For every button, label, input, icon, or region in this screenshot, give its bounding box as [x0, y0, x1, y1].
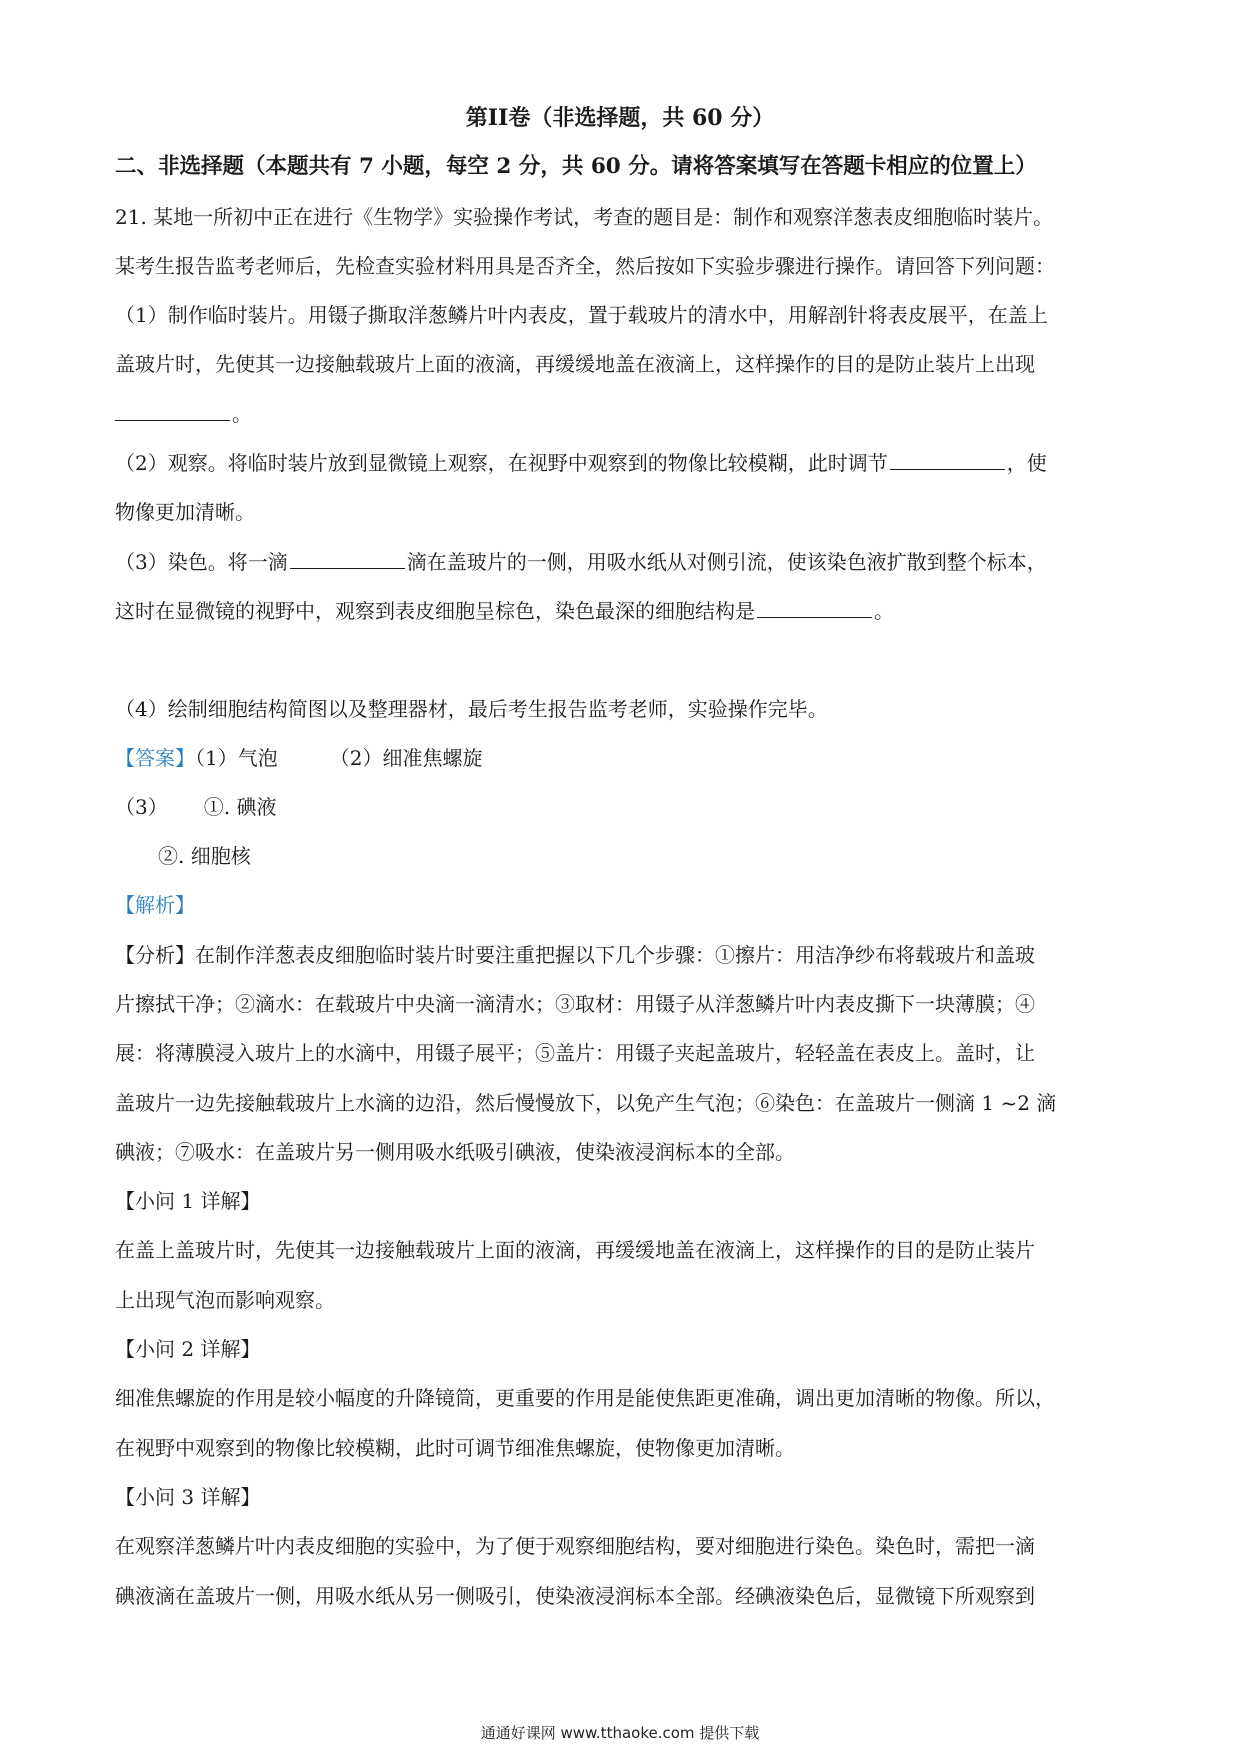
analysis-line: 【分析】在制作洋葱表皮细胞临时装片时要注重把握以下几个步骤：①擦片：用洁净纱布将载玻片和盖玻	[115, 943, 1035, 967]
subquestion-heading: 【小问 2 详解】	[115, 1337, 261, 1361]
subquestion-heading: 【小问 1 详解】	[115, 1189, 261, 1213]
analysis-line: 盖玻片一边先接触载玻片上水滴的边沿，然后慢慢放下，以免产生气泡；⑥染色：在盖玻片一侧滴 1 ~2 滴	[115, 1091, 1057, 1115]
question-line: 某考生报告监考老师后，先检查实验材料用具是否齐全，然后按如下实验步骤进行操作。请回答下列问题：	[115, 254, 1055, 278]
answer-blank	[290, 548, 405, 569]
section-header: 二、非选择题（本题共有 7 小题，每空 2 分，共 60 分。请将答案填写在答题卡相应的位置上）	[115, 154, 1037, 179]
page-footer: 通通好课网 www.tthaoke.com 提供下载	[480, 1724, 760, 1742]
part-1-blank-line: 。	[115, 400, 252, 428]
subquestion-heading: 【小问 3 详解】	[115, 1485, 261, 1509]
part-1-line: （1）制作临时装片。用镊子撕取洋葱鳞片叶内表皮，置于载玻片的清水中，用解剖针将表皮展平，在盖上	[115, 303, 1048, 327]
part-1-line: 盖玻片时，先使其一边接触载玻片上面的液滴，再缓缓地盖在液滴上，这样操作的目的是防止装片上出现	[115, 352, 1035, 376]
analysis-line: 片擦拭干净；②滴水：在载玻片中央滴一滴清水；③取材：用镊子从洋葱鳞片叶内表皮撕下一块薄膜；④	[115, 992, 1035, 1016]
analysis-line: 细准焦螺旋的作用是较小幅度的升降镜筒，更重要的作用是能使焦距更准确，调出更加清晰的物像。所以，	[115, 1386, 1055, 1410]
analysis-line: 碘液；⑦吸水：在盖玻片另一侧用吸水纸吸引碘液，使染液浸润标本的全部。	[115, 1140, 795, 1164]
part-4-line: （4）绘制细胞结构简图以及整理器材，最后考生报告监考老师，实验操作完毕。	[115, 697, 828, 721]
answer-blank	[890, 449, 1005, 470]
analysis-line: 在观察洋葱鳞片叶内表皮细胞的实验中，为了便于观察细胞结构，要对细胞进行染色。染色时，需把一滴	[115, 1534, 1035, 1558]
analysis-line: 在盖上盖玻片时，先使其一边接触载玻片上面的液滴，再缓缓地盖在液滴上，这样操作的目的是防止装片	[115, 1238, 1035, 1262]
part-2-line: 物像更加清晰。	[115, 500, 255, 524]
page-title: 第II卷（非选择题，共 60 分）	[465, 105, 775, 131]
answer-line: 【答案】（1）气泡 （2）细准焦螺旋	[115, 746, 483, 770]
answer-blank	[757, 597, 872, 618]
part-3-line: 这时在显微镜的视野中，观察到表皮细胞呈棕色，染色最深的细胞结构是 。	[115, 599, 894, 623]
analysis-line: 在视野中观察到的物像比较模糊，此时可调节细准焦螺旋，使物像更加清晰。	[115, 1436, 795, 1460]
answer-tag: 【答案】	[115, 746, 195, 770]
analysis-line: 展：将薄膜浸入玻片上的水滴中，用镊子展平；⑤盖片：用镊子夹起盖玻片，轻轻盖在表皮上。盖时，让	[115, 1041, 1035, 1065]
analysis-tag: 【解析】	[115, 893, 195, 917]
answer-line: ②. 细胞核	[158, 844, 251, 868]
part-3-line: （3）染色。将一滴 滴在盖玻片的一侧，用吸水纸从对侧引流，使该染色液扩散到整个标本，	[115, 550, 1047, 574]
answer-line: （3） ①. 碘液	[115, 795, 277, 819]
answer-blank	[115, 400, 230, 421]
question-line: 21. 某地一所初中正在进行《生物学》实验操作考试，考查的题目是：制作和观察洋葱表皮细胞临时装片。	[115, 205, 1054, 229]
analysis-line: 碘液滴在盖玻片一侧，用吸水纸从另一侧吸引，使染液浸润标本全部。经碘液染色后，显微镜下所观察到	[115, 1584, 1035, 1608]
part-2-line: （2）观察。将临时装片放到显微镜上观察，在视野中观察到的物像比较模糊，此时调节 ，使	[115, 451, 1047, 475]
analysis-line: 上出现气泡而影响观察。	[115, 1288, 335, 1312]
